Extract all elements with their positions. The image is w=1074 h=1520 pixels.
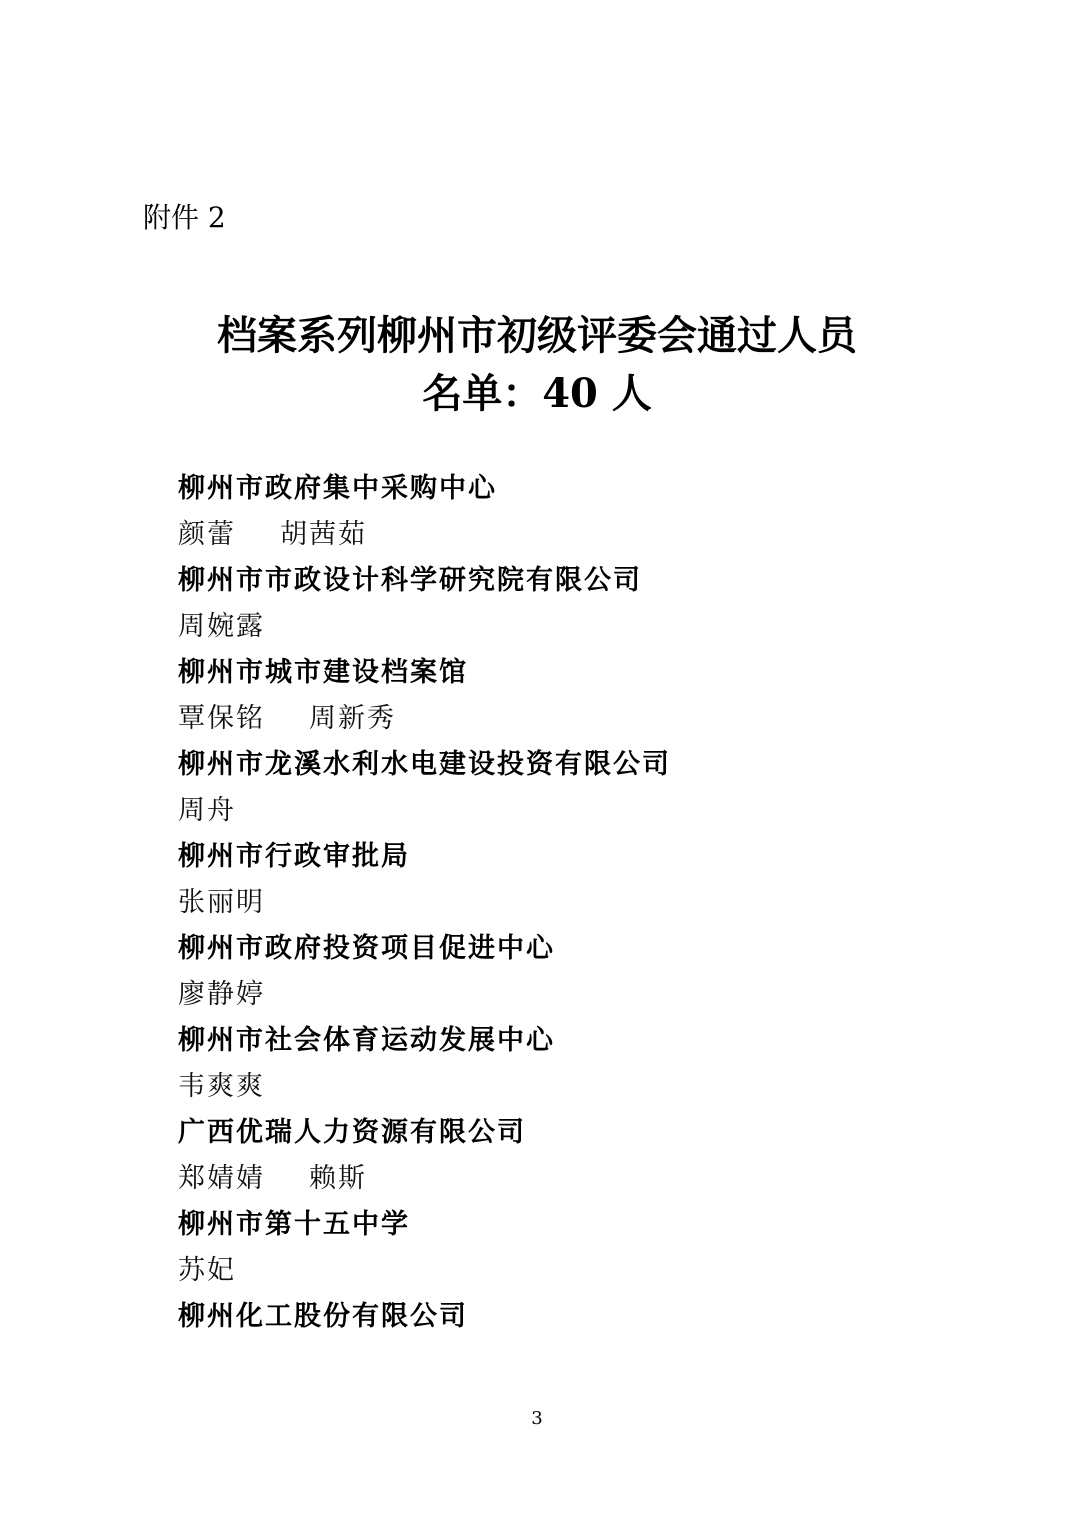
person-name: 廖静婷 bbox=[178, 979, 265, 1010]
person-name: 郑婧婧 bbox=[178, 1163, 265, 1194]
person-name: 覃保铭 bbox=[178, 703, 265, 734]
document-title-line-2: 名单：40 人 bbox=[422, 370, 652, 417]
organization-heading: 柳州市市政设计科学研究院有限公司 bbox=[178, 565, 642, 596]
person-names-row bbox=[178, 1156, 1038, 1202]
person-name: 胡茜茹 bbox=[280, 519, 367, 550]
person-name: 赖斯 bbox=[309, 1163, 367, 1194]
organization-heading: 柳州化工股份有限公司 bbox=[178, 1301, 468, 1332]
organization-heading: 柳州市社会体育运动发展中心 bbox=[178, 1025, 555, 1056]
organization-heading: 广西优瑞人力资源有限公司 bbox=[178, 1117, 526, 1148]
organization-heading: 柳州市政府集中采购中心 bbox=[178, 473, 497, 504]
person-names-row bbox=[178, 696, 1038, 742]
approved-personnel-list bbox=[178, 466, 1038, 1340]
document-title-line-1: 档案系列柳州市初级评委会通过人员 bbox=[217, 312, 857, 359]
organization-heading: 柳州市龙溪水利水电建设投资有限公司 bbox=[178, 749, 671, 780]
organization-heading: 柳州市城市建设档案馆 bbox=[178, 657, 468, 688]
person-names-row bbox=[178, 512, 1038, 558]
organization-heading: 柳州市政府投资项目促进中心 bbox=[178, 933, 555, 964]
person-name: 周新秀 bbox=[309, 703, 396, 734]
person-names-row bbox=[178, 604, 1038, 650]
person-name: 张丽明 bbox=[178, 887, 265, 918]
attachment-label: 附件 2 bbox=[143, 201, 226, 234]
person-name: 周婉露 bbox=[178, 611, 265, 642]
person-name: 周舟 bbox=[178, 795, 236, 826]
person-names-row bbox=[178, 880, 1038, 926]
page-number: 3 bbox=[531, 1408, 543, 1429]
person-names-row bbox=[178, 788, 1038, 834]
organization-heading: 柳州市第十五中学 bbox=[178, 1209, 410, 1240]
person-name: 韦爽爽 bbox=[178, 1071, 265, 1102]
person-names-row bbox=[178, 1064, 1038, 1110]
person-name: 颜蕾 bbox=[178, 519, 236, 550]
organization-heading: 柳州市行政审批局 bbox=[178, 841, 410, 872]
person-name: 苏妃 bbox=[178, 1255, 236, 1286]
person-names-row bbox=[178, 972, 1038, 1018]
person-names-row bbox=[178, 1248, 1038, 1294]
